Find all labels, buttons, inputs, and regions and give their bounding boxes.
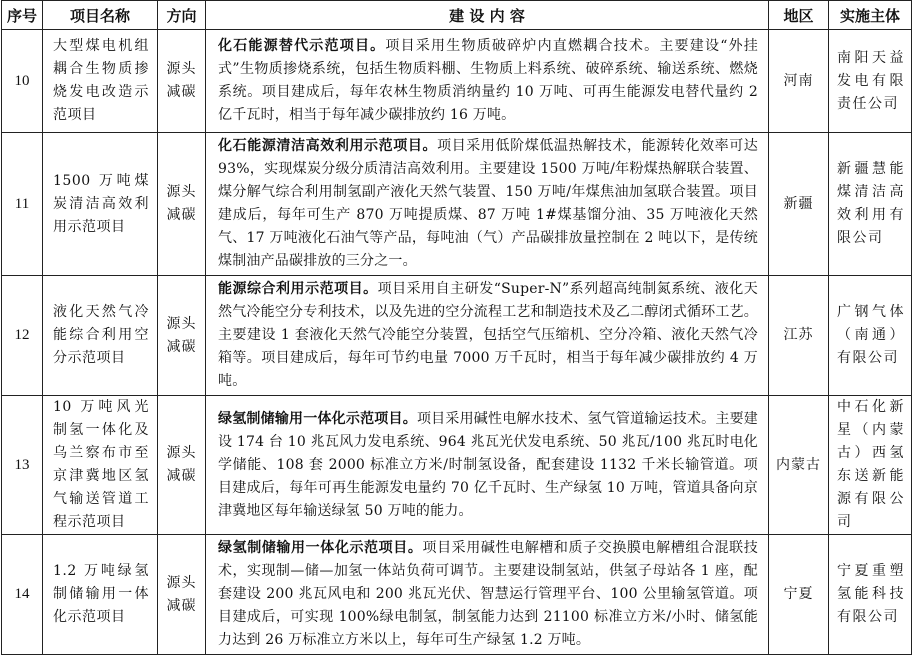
row-number: 14 [2, 535, 43, 655]
entity: 中石化新星（内蒙古）西氢东送新能源有限公司 [829, 396, 912, 535]
direction-line: 源头 [166, 184, 197, 200]
region: 江苏 [769, 276, 829, 396]
region: 河南 [769, 30, 829, 133]
direction-line: 减碳 [166, 207, 197, 223]
direction-line: 减碳 [166, 468, 197, 484]
table-row [2, 396, 912, 535]
content-title: 绿氢制储输用一体化示范项目。 [218, 540, 423, 556]
direction-cell [158, 30, 206, 133]
row-number: 11 [2, 133, 43, 276]
header-content: 建 设 内 容 [206, 1, 769, 30]
entity: 新疆慧能煤清洁高效利用有限公司 [829, 133, 912, 276]
content-cell [206, 133, 769, 276]
table-row [2, 276, 912, 396]
direction-cell [158, 535, 206, 655]
row-number: 13 [2, 396, 43, 535]
table-row [2, 30, 912, 133]
content-title: 能源综合利用示范项目。 [218, 281, 378, 297]
row-number: 10 [2, 30, 43, 133]
row-number: 12 [2, 276, 43, 396]
content-cell [206, 30, 769, 133]
content-title: 绿氢制储输用一体化示范项目。 [218, 410, 417, 427]
projects-table [1, 0, 912, 655]
direction-line: 减碳 [166, 84, 197, 100]
header-region: 地区 [769, 1, 829, 30]
region: 宁夏 [769, 535, 829, 655]
project-name: 10 万吨风光制氢一体化及乌兰察布市至京津冀地区氢气输送管道工程示范项目 [43, 396, 158, 535]
entity: 宁夏重塑氢能科技有限公司 [829, 535, 912, 655]
header-name: 项目名称 [43, 1, 158, 30]
content-body: 项目采用自主研发“Super-N”系列超高纯制氮系统、液化天然气冷能空分专利技术，以及先进的空分流程工艺和制造技术及乙二醇闭式循环工艺。主要建设 1 套液化天然气冷能空分装置，包括空气压缩机、空分冷箱、液化天然气冷箱等。项目建成后，每年可节约电量 7000 万千瓦时，相当于每年减少碳排放约 4 万吨。 [218, 281, 758, 389]
table-row [2, 133, 912, 276]
content-body: 项目采用碱性电解槽和质子交换膜电解槽组合混联技术，实现制—储—加氢一体站负荷可调节。主要建设制氢站，供氢子母站各 1 座，配套建设 200 兆瓦风电和 200 兆瓦光伏、智慧运行管理平台、100 公里输氢管道。项目建成后，可实现 100%绿电制氢，制氢能力达到 21100 标准立方米/小时、储氢能力达到 26 万标准立方米以上，每年可生产绿氢 1.2 万吨。 [218, 540, 758, 648]
direction-line: 源头 [166, 315, 197, 332]
content-cell [206, 396, 769, 535]
region: 新疆 [769, 133, 829, 276]
content-body: 项目采用碱性电解水技术、氢气管道输运技术。主要建设 174 台 10 兆瓦风力发电系统、964 兆瓦光伏发电系统、50 兆瓦/100 兆瓦时电化学储能、108 套 2000 标准立方米/时制氢设备，配套建设 1132 千米长输管道。项目建成后，每年可再生能源发电量约 70 亿千瓦时、生产绿氢 10 万吨，管道具备向京津冀地区每年输送绿氢 50 万吨的能力。 [218, 410, 758, 519]
header-entity: 实施主体 [829, 1, 912, 30]
project-name: 液化天然气冷能综合利用空分示范项目 [43, 276, 158, 396]
project-name: 1500 万吨煤炭清洁高效利用示范项目 [43, 133, 158, 276]
direction-line: 源头 [166, 445, 197, 461]
header-row [2, 1, 912, 30]
content-title: 化石能源清洁高效利用示范项目。 [218, 138, 438, 154]
content-body: 项目采用生物质破碎炉内直燃耦合技术。主要建设“外挂式”生物质掺烧系统，包括生物质料棚、生物质上料系统、破碎系统、输送系统、燃烧系统。项目建成后，每年农林生物质消纳量约 10 万吨、可再生能源发电替代量约 2 亿千瓦时，相当于每年减少碳排放约 16 万吨。 [218, 38, 759, 123]
table-row [2, 535, 912, 655]
content-body: 项目采用低阶煤低温热解技术，能源转化效率可达 93%，实现煤炭分级分质清洁高效利用。主要建设 1500 万吨/年粉煤热解联合装置、煤分解气综合利用制氢副产液化天然气装置、150 万吨/年煤焦油加氢联合装置。项目建成后，每年可生产 870 万吨提质煤、87 万吨 1#煤基馏分油、35 万吨液化天然气、17 万吨液化石油气等产品，每吨油（气）产品碳排放量控制在 2 吨以下，是传统煤制油产品碳排放的三分之一。 [218, 138, 759, 269]
project-name: 1.2 万吨绿氢制储输用一体化示范项目 [43, 535, 158, 655]
entity: 南阳天益发电有限责任公司 [829, 30, 912, 133]
content-title: 化石能源替代示范项目。 [218, 38, 386, 54]
region: 内蒙古 [769, 396, 829, 535]
direction-cell [158, 276, 206, 396]
direction-cell [158, 133, 206, 276]
direction-line: 源头 [166, 574, 197, 591]
direction-line: 减碳 [166, 597, 197, 614]
header-direction: 方向 [158, 1, 206, 30]
direction-line: 源头 [166, 61, 197, 77]
direction-cell [158, 396, 206, 535]
header-no: 序号 [2, 1, 43, 30]
entity: 广钢气体（南通）有限公司 [829, 276, 912, 396]
direction-line: 减碳 [166, 338, 197, 355]
content-cell [206, 276, 769, 396]
project-name: 大型煤电机组耦合生物质掺烧发电改造示范项目 [43, 30, 158, 133]
content-cell [206, 535, 769, 655]
